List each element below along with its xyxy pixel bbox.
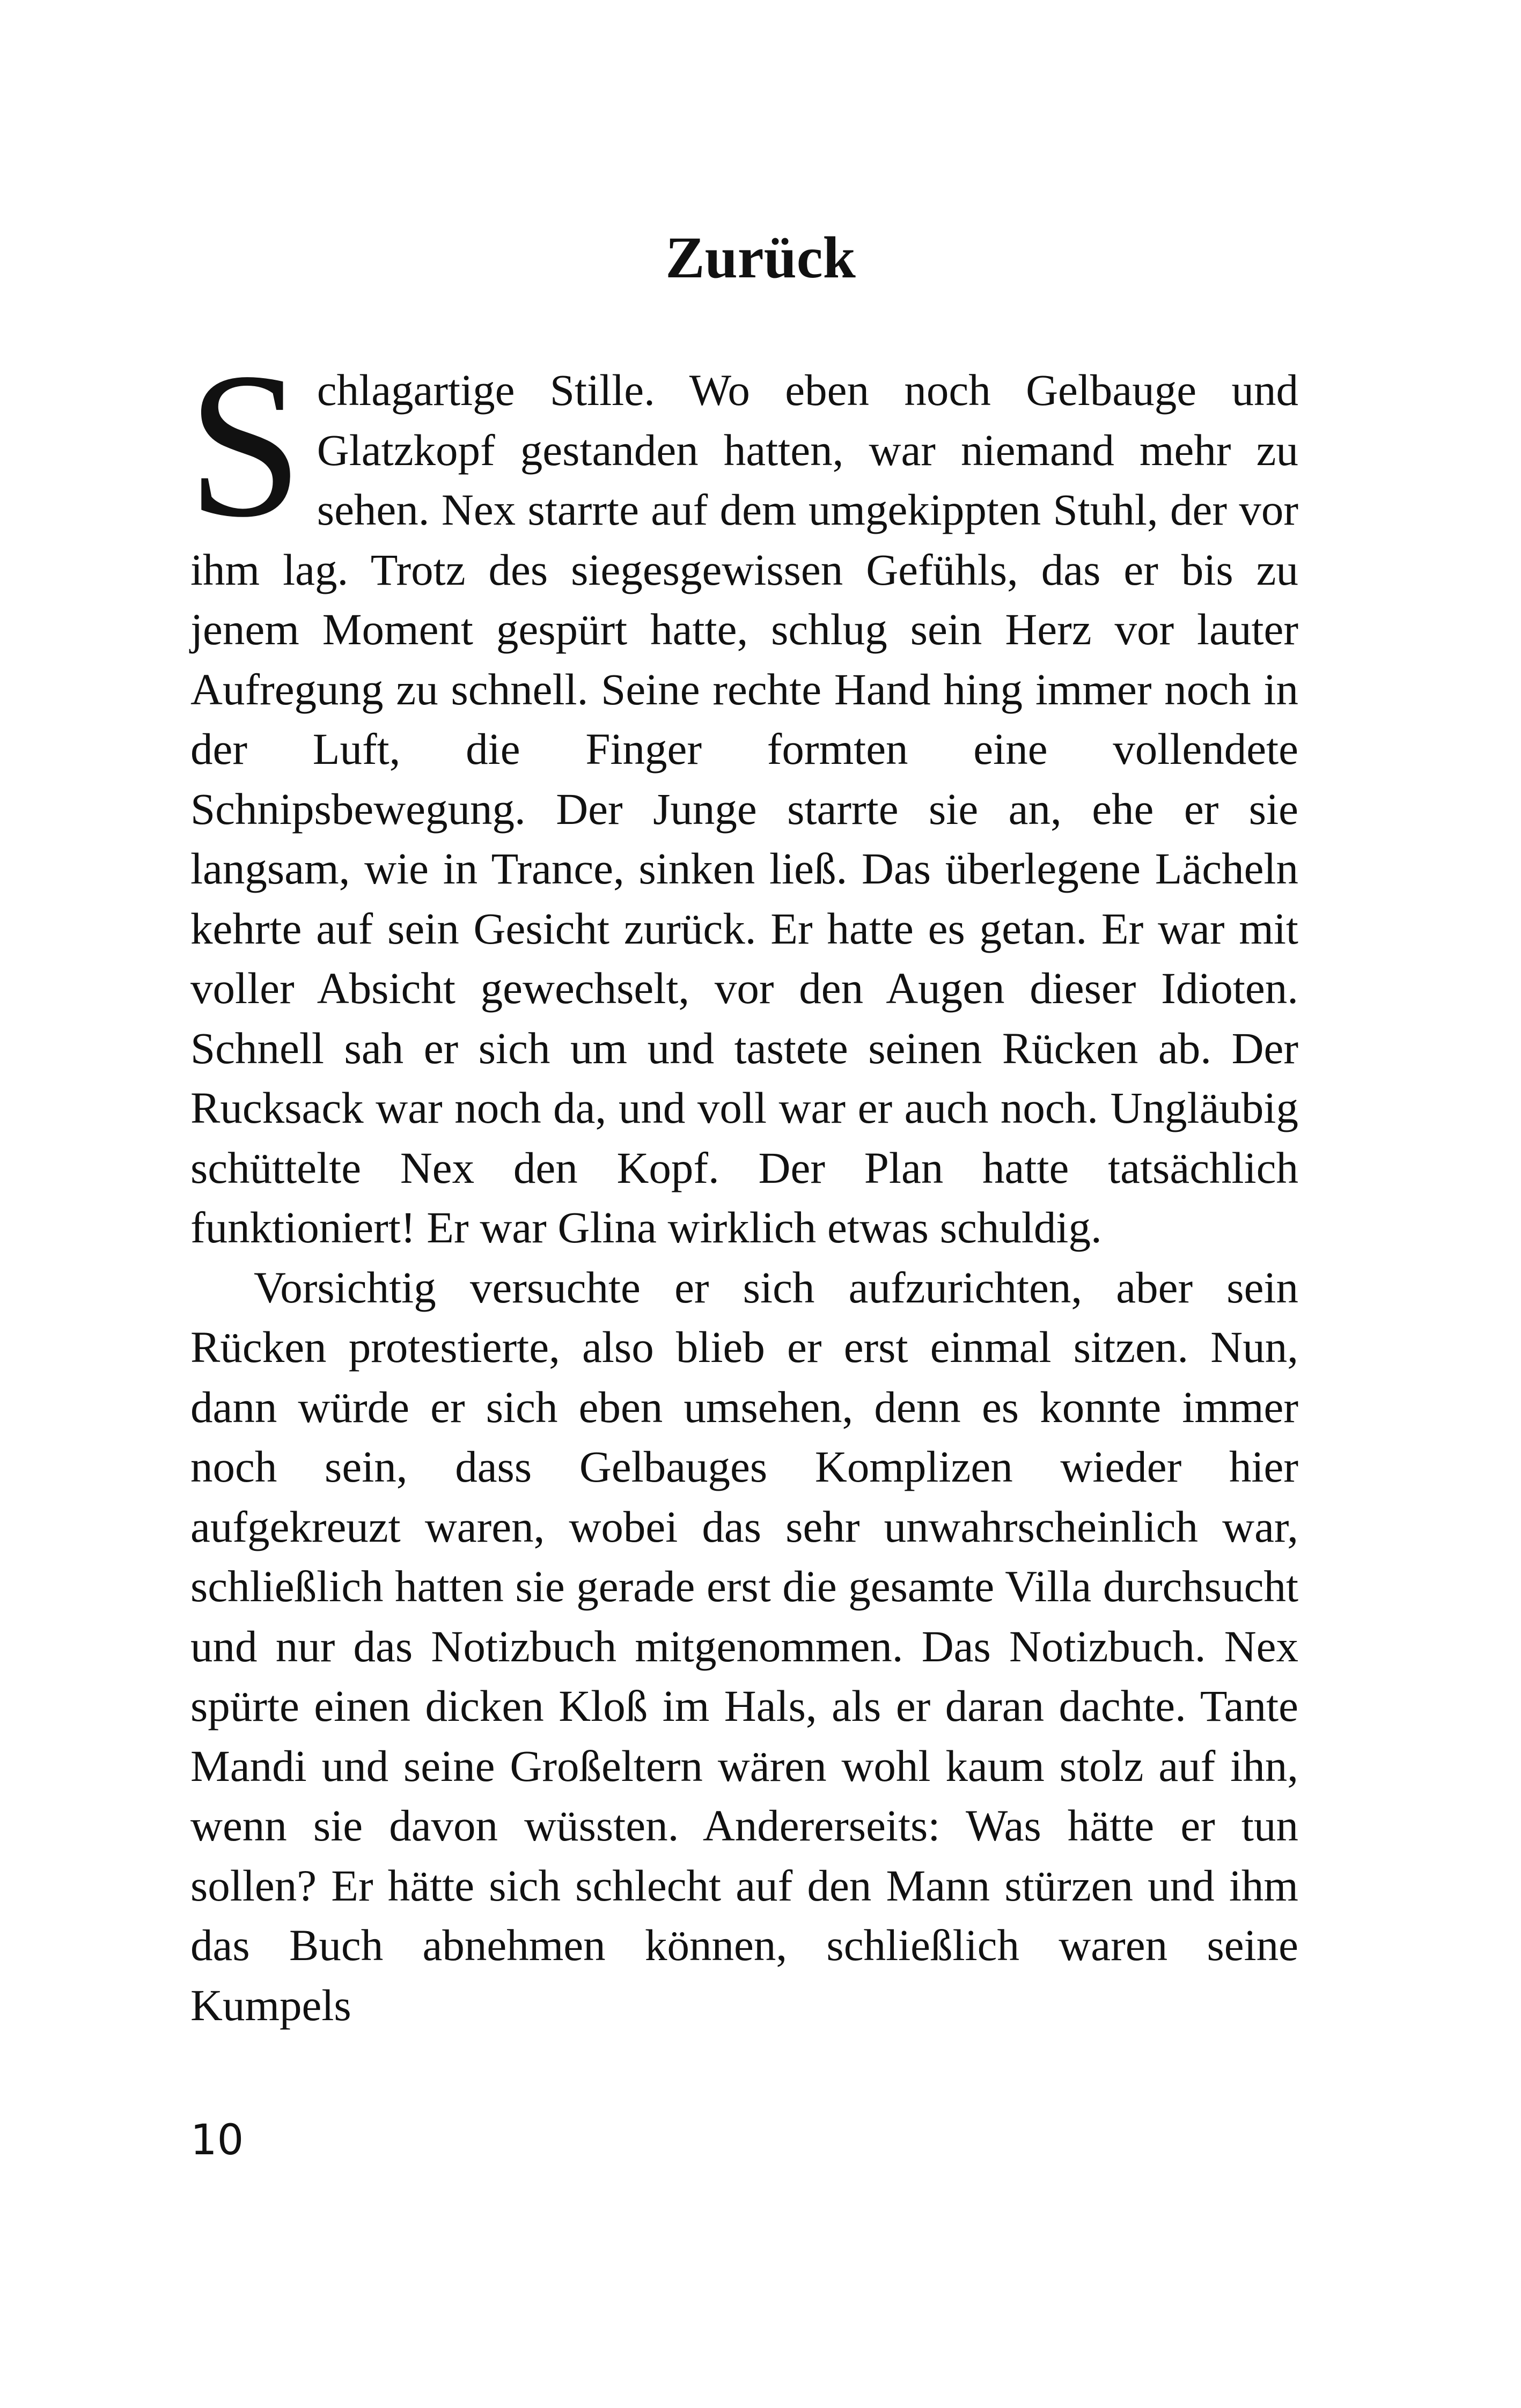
paragraph-1 [187, 329, 1298, 1258]
drop-cap: S [187, 329, 303, 560]
paragraph-1-text: chlagartige Stille. Wo eben noch Gelbauge und Glatzkopf gestanden hatten, war niemand mehr zu sehen. Nex starrte auf dem umgekippten Stuhl, der vor ihm lag. Trotz des siegesgewissen Gefühls, das er bis zu jenem Moment gespürt hatte, schlug sein Herz vor lauter Aufregung zu schnell. Seine rechte Hand hing immer noch in der Luft, die Finger formten eine vollendete Schnipsbewegung. Der Junge starrte sie an, ehe er sie langsam, wie in Trance, sinken ließ. Das überlegene Lächeln kehrte auf sein Gesicht zurück. Er hatte es getan. Er war mit voller Absicht gewechselt, vor den Augen dieser Idioten. Schnell sah er sich um und tastete seinen Rücken ab. Der Rucksack war noch da, und voll war er auch noch. Ungläubig schüttelte Nex den Kopf. Der Plan hatte tatsächlich funktioniert! Er war Glina wirklich etwas schuldig. [190, 365, 1298, 1252]
chapter-title: Zurück [665, 225, 856, 290]
paragraph-2: Vorsichtig versuchte er sich aufzurichten, aber sein Rücken protestierte, also blieb er erst einmal sitzen. Nun, dann würde er sich eben umsehen, denn es konnte immer noch sein, dass Gelbauges Komplizen wieder hier aufgekreuzt waren, wobei das sehr unwahrscheinlich war, schließlich hatten sie gerade erst die gesamte Villa durchsucht und nur das Notizbuch mitgenommen. Das Notizbuch. Nex spürte einen dicken Kloß im Hals, als er daran dachte. Tante Mandi und seine Großeltern wären wohl kaum stolz auf ihn, wenn sie davon wüssten. Andererseits: Was hätte er tun sollen? Er hätte sich schlecht auf den Mann stürzen und ihm das Buch abnehmen können, schließlich waren seine Kumpels [190, 1262, 1298, 2030]
chapter-text [187, 329, 1298, 2035]
page-number: 10 [190, 2116, 244, 2164]
